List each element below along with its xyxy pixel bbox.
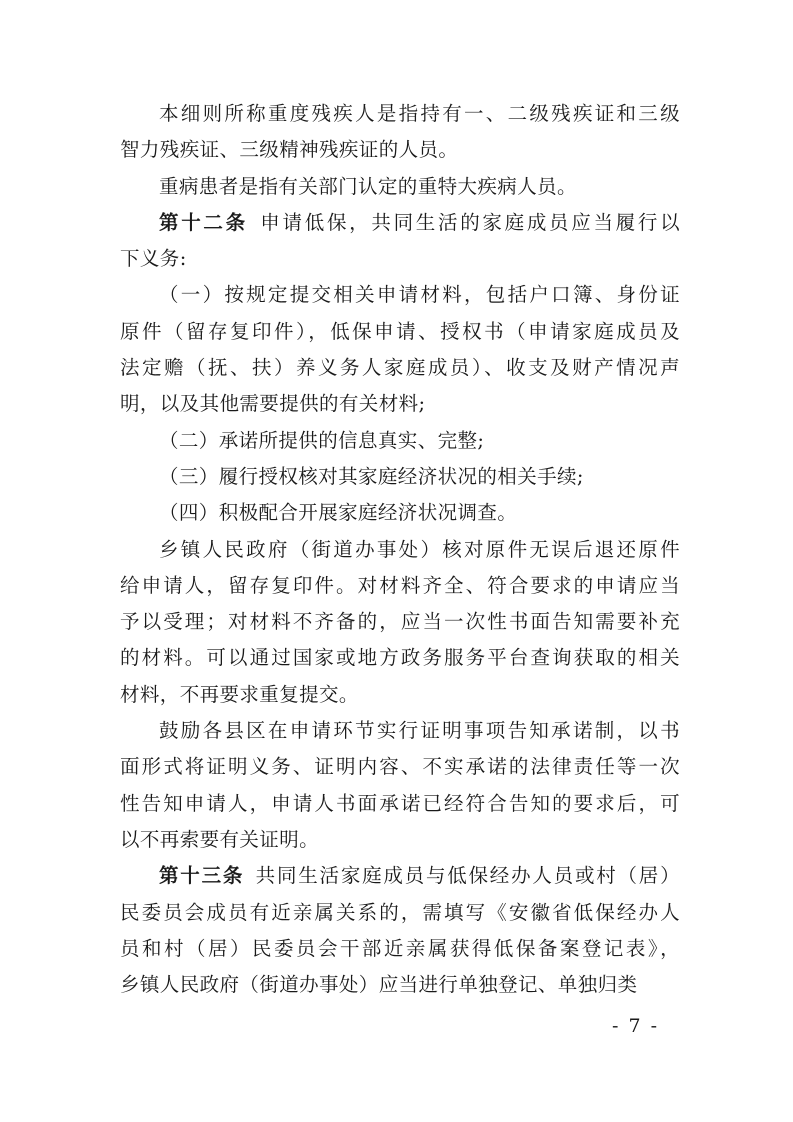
text-line [120,386,680,422]
body-paragraph [120,169,680,205]
text-line [120,277,680,313]
text-line [120,459,680,495]
line-text: 重病患者是指有关部门认定的重特大疾病人员。 [159,174,577,198]
text-line [120,96,680,132]
text-line [120,677,680,713]
line-text: 员和村（居）民委员会干部近亲属获得低保备案登记表》， [120,936,680,960]
text-line [120,713,680,749]
body-paragraph [120,277,680,422]
line-text: 予以受理；对材料不齐备的，应当一次性书面告知需要补充 [120,610,680,634]
text-line [120,967,680,1003]
line-text: 面形式将证明义务、证明内容、不实承诺的法律责任等一次 [120,755,680,779]
text-line [120,314,680,350]
text-line [120,423,680,459]
line-text: 性告知申请人，申请人书面承诺已经符合告知的要求后，可 [120,791,680,815]
line-text: （一）按规定提交相关申请材料，包括户口簿、身份证 [159,283,680,307]
line-text: 智力残疾证、三级精神残疾证的人员。 [120,138,459,162]
body-paragraph [120,459,680,495]
line-text: 共同生活家庭成员与低保经办人员或村（居） [254,864,680,888]
line-text: （三）履行授权核对其家庭经济状况的相关手续; [159,464,584,488]
page-number: - 7 - [612,1015,660,1037]
text-line [120,640,680,676]
line-text: 乡镇人民政府（街道办事处）核对原件无误后退还原件 [159,537,680,561]
line-text: 下义务: [120,247,187,271]
line-text: 的材料。可以通过国家或地方政务服务平台查询获取的相关 [120,646,680,670]
line-text: （二）承诺所提供的信息真实、完整; [159,428,485,452]
document-body [120,96,680,1003]
body-paragraph [120,96,680,169]
text-line [120,241,680,277]
line-text: 明，以及其他需要提供的有关材料; [120,392,426,416]
line-text: 材料，不再要求重复提交。 [120,682,359,706]
text-line [120,895,680,931]
body-paragraph [120,532,680,713]
text-line [120,568,680,604]
text-line [120,604,680,640]
line-text: 法定赡（抚、扶）养义务人家庭成员）、收支及财产情况声 [120,356,680,380]
line-text: 乡镇人民政府（街道办事处）应当进行单独登记、单独归类 [120,973,638,997]
article-heading: 第十三条 [159,864,245,888]
line-text: 申请低保，共同生活的家庭成员应当履行以 [258,210,680,234]
article-paragraph [120,205,680,278]
line-text: 给申请人，留存复印件。对材料齐全、符合要求的申请应当 [120,573,680,597]
article-paragraph [120,858,680,1003]
article-heading: 第十二条 [159,210,248,234]
line-text: 鼓励各县区在申请环节实行证明事项告知承诺制，以书 [159,719,680,743]
text-line [120,822,680,858]
text-line [120,495,680,531]
text-line [120,532,680,568]
line-text: 以不再索要有关证明。 [120,827,320,851]
text-line [120,132,680,168]
body-paragraph [120,495,680,531]
body-paragraph [120,423,680,459]
body-paragraph [120,713,680,858]
text-line [120,169,680,205]
line-text: （四）积极配合开展家庭经济状况调查。 [159,501,518,525]
text-line [120,786,680,822]
text-line [120,749,680,785]
text-line [120,858,680,894]
line-text: 本细则所称重度残疾人是指持有一、二级残疾证和三级 [159,102,680,125]
line-text: 民委员会成员有近亲属关系的，需填写《安徽省低保经办人 [120,900,680,924]
text-line [120,205,680,241]
text-line [120,931,680,967]
line-text: 原件（留存复印件），低保申请、授权书（申请家庭成员及 [120,319,680,343]
text-line [120,350,680,386]
